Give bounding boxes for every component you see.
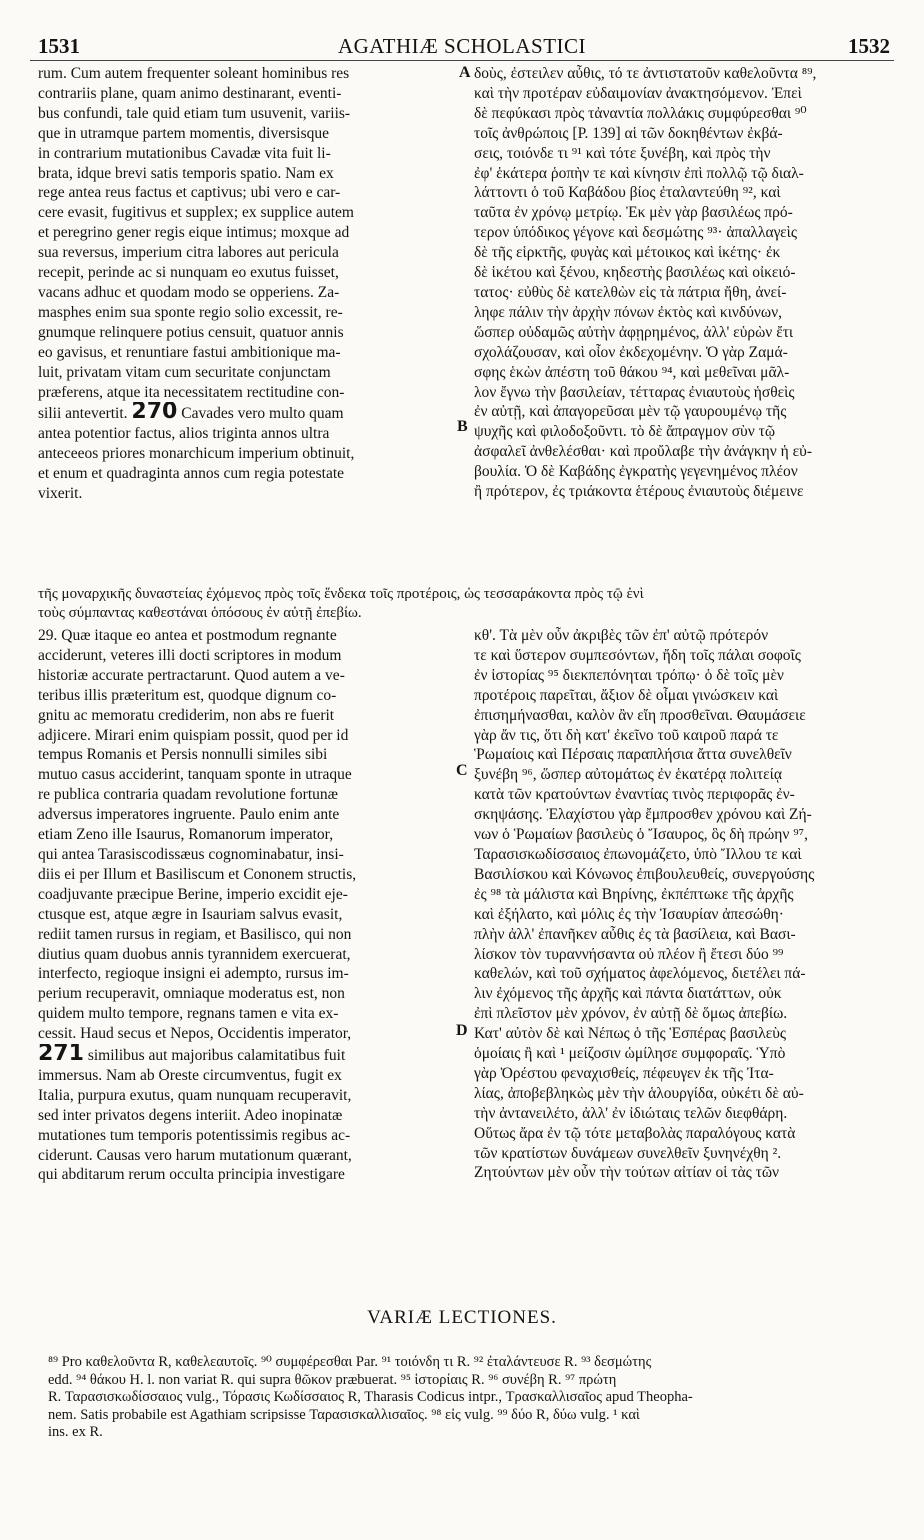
greek-line: Ταρασισκωδίσσαιος ἐπωνομάζετο, ὑπὸ Ἴλλου τε καὶ bbox=[474, 845, 802, 863]
greek-line: κθ'. Τὰ μὲν οὖν ἀκριβὲς τῶν ἐπ' αὐτῷ πρότερόν bbox=[474, 627, 769, 644]
greek-line: Ζητούντων μὲν οὖν τὴν τούτων αἰτίαν οἱ τὰς τῶν bbox=[474, 1164, 780, 1182]
latin-line: brata, idque brevi satis temporis spatio. Nam ex bbox=[38, 164, 334, 182]
latin-line: et peregrino gener regis eique intimus; moxque ad bbox=[38, 224, 350, 242]
greek-line: βουλία. Ὁ δὲ Καβάδης ἐγκρατὴς γεγενημένος πλέον bbox=[474, 463, 798, 481]
greek-line: ἐς ⁹⁸ τὰ μάλιστα καὶ Βηρίνης, ἐκπέπτωκε τῆς ἀρχῆς bbox=[474, 885, 794, 903]
latin-line: interfecto, regioque insigni ei adempto, rursus im- bbox=[38, 965, 349, 983]
greek-line: τὴν ἀντανειλέτο, ἀλλ' ἐν ἰδιώταις τελῶν διεφθάρη. bbox=[474, 1104, 788, 1122]
latin-line: masphes enim sua sponte regio solio excessit, re- bbox=[38, 303, 343, 321]
greek-line: Βασιλίσκου καὶ Κόνωνος ἐπιβουλευθείς, συνεργούσης bbox=[474, 865, 815, 883]
latin-line: in contrarium mutationibus Cavadæ vita fuit li- bbox=[38, 144, 331, 162]
latin-line: teribus illis præteritum est, quodque dignum co- bbox=[38, 686, 337, 704]
page-header bbox=[30, 34, 894, 61]
latin-line: acciderunt, veteres illi docti scriptores in modum bbox=[38, 646, 342, 664]
latin-line: sed inter privatos degens interiit. Adeo inopinatæ bbox=[38, 1106, 343, 1124]
latin-line: et enum et quadraginta annos cum regia potestate bbox=[38, 465, 345, 483]
greek-line: Ῥωμαίοις καὶ Πέρσαις παραπλήσια ἄττα συνελθεῖν bbox=[474, 746, 792, 764]
greek-line: ταῦτα ἐν χρόνῳ μετρίῳ. Ἐκ μὲν γὰρ βασιλέως πρό- bbox=[474, 204, 793, 222]
greek-column-bottom bbox=[474, 626, 914, 1183]
latin-line: Italia, purpura exutus, quam nunquam recuperavit, bbox=[38, 1086, 352, 1104]
greek-line: Οὕτως ἄρα ἐν τῷ τότε μεταβολὰς παραλόγους κατὰ bbox=[474, 1124, 796, 1142]
latin-line: etiam Zeno ille Isaurus, Romanorum imperator, bbox=[38, 826, 334, 844]
latin-line bbox=[38, 402, 458, 424]
latin-line: vacans adhuc et quodam modo se opperiens. Za- bbox=[38, 283, 340, 301]
greek-line: ξυνέβη ⁹⁶, ὥσπερ αὐτομάτως ἐν ἑκατέρᾳ πολιτείᾳ bbox=[474, 766, 782, 784]
variae-lectiones-heading: VARIÆ LECTIONES. bbox=[367, 1307, 557, 1328]
latin-column-top bbox=[38, 64, 458, 504]
latin-column-bottom bbox=[38, 626, 458, 1185]
greek-line: δὲ ἱκέτου καὶ ξένου, κηδεστὴς βασιλέως καὶ οἰκειό- bbox=[474, 264, 796, 282]
greek-line: ἐφ' ἑκάτερα ῥοπὴν τε καὶ κίνησιν ἐπὶ πολλῷ τῷ διαλ- bbox=[474, 164, 804, 182]
greek-line: λίας, ἀποβεβληκὼς μὲν τὴν ἁλουργίδα, οὐκέτι δὲ αὐ- bbox=[474, 1084, 804, 1102]
greek-line: τε καὶ ὕστερον συμπεσόντων, ἤδη τοῖς πάλαι σοφοῖς bbox=[474, 646, 801, 664]
latin-line: ciderunt. Causas vero harum mutationum quærant, bbox=[38, 1146, 352, 1164]
greek-line: λον ἔγνω τὴν βασιλείαν, τέτταρας ἐνιαυτοὺς ἡσθεὶς bbox=[474, 383, 795, 401]
greek-line: ἐν αὐτῇ, καὶ ἀπαγορεῦσαι μὲν τῷ γαυρουμένῳ τῆς bbox=[474, 403, 787, 421]
latin-line: rum. Cum autem frequenter soleant hominibus res bbox=[38, 65, 350, 82]
greek-line: τερον ὑπόδικος γέγονε καὶ δεσμώτης ⁹³· ἀπαλλαγεὶς bbox=[474, 224, 797, 242]
latin-line: qui abditarum rerum occulta principia investigare bbox=[38, 1166, 345, 1184]
greek-line: δὲ τῆς εἱρκτῆς, φυγὰς καὶ μέτοικος καὶ ἱκέτης· ἐκ bbox=[474, 244, 781, 262]
latin-line: que in utramque partem momentis, diversisque bbox=[38, 124, 329, 142]
latin-line: luit, privatam vitam cum securitate conjunctam bbox=[38, 363, 331, 381]
greek-line: σεις, τοιόνδε τι ⁹¹ καὶ τότε ξυνέβη, καὶ πρὸς τὴν bbox=[474, 144, 771, 162]
variae-lectiones-notes bbox=[48, 1354, 908, 1442]
greek-line: τῶν κρατίστων δυνάμεων συνελθεῖν ξυνηνέχθη ². bbox=[474, 1144, 782, 1162]
latin-line bbox=[38, 1044, 458, 1066]
latin-line: contrariis plane, quam animo destinarant, eventi- bbox=[38, 84, 342, 102]
latin-line: rege antea reus factus et captivus; ubi vero e car- bbox=[38, 184, 341, 202]
latin-line: antea potentior factus, alios triginta annos ultra bbox=[38, 425, 330, 443]
greek-line: ἐπισημήνασθαι, καλὸν ἂν εἴη προσθεῖναι. Θαυμάσειε bbox=[474, 706, 806, 724]
latin-line: præferens, atque ita necessitatem rectitudine con- bbox=[38, 383, 345, 401]
greek-line: καὶ τὴν προτέραν εὐδαιμονίαν ἀνακτησόμενον. Ἐπεὶ bbox=[474, 84, 802, 102]
latin-line: cere evasit, fugitivus et supplex; ex supplice autem bbox=[38, 204, 354, 222]
latin-line: bus confundi, tale quid etiam tum usuvenit, variis- bbox=[38, 104, 351, 122]
latin-line: eo gavisus, et renuntiare fastui ambitionique ma- bbox=[38, 343, 341, 361]
greek-line: γὰρ ἄν τις, ὅτι δὴ κατ' ἐκεῖνο τοῦ καιροῦ παρά τε bbox=[474, 726, 779, 744]
note-line: ⁸⁹ Pro καθελοῦντα R, καθελεαυτοῖς. ⁹⁰ συμφέρεσθαι Par. ⁹¹ τοιόνδη τι R. ⁹² ἐταλάντευσε R. ⁹³ δεσμώτης bbox=[48, 1354, 652, 1370]
greek-line: γὰρ Ὀρέστου φεναχισθείς, πέφευγεν ἐκ τῆς Ἰτα- bbox=[474, 1064, 774, 1082]
latin-line-text: Cavades vero multo quam bbox=[181, 405, 344, 423]
latin-line: tempus Romanis et Persis nonnulli similes sibi bbox=[38, 746, 328, 764]
latin-line: historiæ accurate pertractarunt. Quod autem a ve- bbox=[38, 666, 345, 684]
latin-line: anteceeos priores monarchicum imperium obtinuit, bbox=[38, 445, 355, 463]
margin-marker-c: C bbox=[456, 762, 468, 779]
margin-marker-d: D bbox=[456, 1022, 468, 1039]
latin-line-text: silii antevertit. bbox=[38, 405, 128, 423]
greek-line: προτέροις παρεῖται, ἄξιον δὲ οἶμαι γινώσκειν καὶ bbox=[474, 686, 779, 704]
latin-line: immersus. Nam ab Oreste circumventus, fugit ex bbox=[38, 1066, 342, 1084]
greek-line: πλὴν ἀλλ' ἐπανῆκεν αὖθις ἐς τὰ βασίλεια, καὶ Βασι- bbox=[474, 925, 796, 943]
section-number-270: 270 bbox=[131, 402, 178, 425]
greek-line: καθελών, καὶ τοῦ σχήματος ἀφελόμενος, διετέλει πά- bbox=[474, 965, 806, 983]
greek-line: ληφε πάλιν τὴν ἀρχὴν πόνων ἐκτὸς καὶ κινδύνων, bbox=[474, 303, 782, 321]
greek-line: νων ὁ Ῥωμαίων βασιλεὺς ὁ Ἴσαυρος, ὃς δὴ πρώην ⁹⁷, bbox=[474, 826, 808, 844]
latin-line: cessit. Haud secus et Nepos, Occidentis imperator, bbox=[38, 1025, 352, 1043]
greek-line: καὶ ἐξήλατο, καὶ μόλις ἐς τὴν Ἰσαυρίαν ἀπεσώθη· bbox=[474, 905, 784, 923]
latin-line: 29. Quæ itaque eo antea et postmodum regnante bbox=[38, 627, 337, 644]
note-line: nem. Satis probabile est Agathiam scripsisse Ταρασισκαλλισαῖος. ⁹⁸ εἰς vulg. ⁹⁹ δύο R, δύω vulg. ¹ καὶ bbox=[48, 1406, 640, 1423]
greek-line: λάττοντι ὁ τοῦ Καβάδου βίος ἐταλαντεύθη ⁹², καὶ bbox=[474, 184, 781, 202]
greek-line: ἐν ἱστορίας ⁹⁵ διεκπεπόνηται τρόπῳ· ὁ δὲ τοῖς μὲν bbox=[474, 666, 784, 684]
greek-line: ἐπὶ πλεῖστον μὲν χρόνον, ἐν αὐτῇ δὲ ὅμως ἀπεβίω. bbox=[474, 1005, 788, 1023]
left-page-number: 1531 bbox=[38, 34, 80, 58]
section-number-271: 271 bbox=[38, 1044, 84, 1066]
latin-line: diutius quam duobus annis tyrannidem exercuerat, bbox=[38, 945, 351, 963]
greek-line: σφης ἑκὼν ἀπέστη τοῦ θάκου ⁹⁴, καὶ μεθεῖναι μᾶλ- bbox=[474, 363, 790, 381]
latin-line: gnitu ac memoratu crediderim, non abs re fuerit bbox=[38, 706, 335, 724]
greek-line: κατὰ τῶν κρατούντων ἐναντίας τινὸς περιφορᾶς ἐν- bbox=[474, 786, 795, 804]
greek-line: λίσκον τὸν τυραννήσαντα οὐ πλέον ἢ ἔτεσι δύο ⁹⁹ bbox=[474, 945, 784, 963]
latin-line: coadjuvante præcipue Berine, imperio excidit eje- bbox=[38, 885, 348, 903]
greek-line: ὥσπερ οὐδαμῶς αὐτὴν ἀφῃρημένος, ἀλλ' εὑρὼν ἔτι bbox=[474, 323, 794, 341]
right-page-number: 1532 bbox=[848, 34, 890, 58]
latin-line: re publica contraria quadam revolutione fortunæ bbox=[38, 786, 338, 804]
greek-line: τῆς μοναρχικῆς δυναστείας ἐχόμενος πρὸς τοῖς ἕνδεκα τοῖς προτέροις, ὡς τεσσαράκοντα πρὸς τῷ ἑνὶ bbox=[38, 586, 644, 602]
margin-marker-b: B bbox=[457, 418, 468, 435]
latin-line: recepit, perinde ac si nunquam eo exutus fuisset, bbox=[38, 264, 339, 282]
greek-line: τοὺς σύμπαντας καθεστάναι ὁπόσους ἐν αὐτῇ ἐπεβίω. bbox=[38, 604, 362, 621]
margin-marker-a: A bbox=[459, 64, 471, 81]
greek-line: Κατ' αὐτὸν δὲ καὶ Νέπως ὁ τῆς Ἑσπέρας βασιλεὺς bbox=[474, 1025, 787, 1043]
latin-line: adjicere. Mirari enim quispiam possit, quod per id bbox=[38, 726, 349, 744]
greek-line: ἀσφαλεῖ ἀνθελέσθαι· καὶ προὔλαβε τὴν ἀνάγκην ἡ εὐ- bbox=[474, 443, 812, 461]
latin-line: mutuo casus acciderint, tanquam sponte in utraque bbox=[38, 766, 352, 784]
greek-line: σκηψάσης. Ἐλαχίστου γὰρ ἔμπροσθεν χρόνου καὶ Ζή- bbox=[474, 806, 812, 824]
greek-line: δὲ πεφύκασι πρὸς τἀναντία πολλάκις συμφύρεσθαι ⁹⁰ bbox=[474, 104, 807, 122]
note-line: R. Ταρασισκωδίσσαιος vulg., Τόρασις Κωδίσσαιος R, Tharasis Codicus intpr., Τρασκαλλισαῖος apud Theopha- bbox=[48, 1389, 693, 1405]
greek-line: τοῖς ἀνθρώποις [P. 139] αἱ τῶν δοκηθέντων ἐκβά- bbox=[474, 124, 783, 142]
latin-line: vixerit. bbox=[38, 485, 83, 503]
greek-line: σχολάζουσαν, καὶ οἷον ἐκδεχομένην. Ὁ γὰρ Ζαμά- bbox=[474, 343, 788, 361]
greek-line: λιν ἐχόμενος τῆς ἀρχῆς καὶ πάντα διατάττων, οὐκ bbox=[474, 985, 782, 1003]
latin-line: quidem multo tempore, regnans tamen e vita ex- bbox=[38, 1005, 339, 1023]
latin-line: sua reversus, imperium citra labores aut pericula bbox=[38, 244, 339, 262]
greek-full-width-lines bbox=[38, 585, 918, 622]
note-line: edd. ⁹⁴ θάκου H. l. non variat R. qui supra θῶκον præbuerat. ⁹⁵ ἱστορίαις R. ⁹⁶ συνέβη R. ⁹⁷ πρώτη bbox=[48, 1371, 617, 1388]
latin-line: perium recuperavit, omniaque moderatus est, non bbox=[38, 985, 345, 1003]
latin-line: diis ei per Illum et Basiliscum et Cononem structis, bbox=[38, 865, 357, 883]
greek-line: ἢ πρότερον, ἐς τριάκοντα ἑτέρους ἐνιαυτοὺς διέμεινε bbox=[474, 483, 804, 501]
greek-line: δοὺς, ἐστειλεν αὖθις, τό τε ἀντιστατοῦν καθελοῦντα ⁸⁹, bbox=[474, 65, 817, 82]
running-title: AGATHIÆ SCHOLASTICI bbox=[337, 34, 587, 58]
latin-line-text: similibus aut majoribus calamitatibus fuit bbox=[87, 1047, 346, 1065]
latin-line: adversus imperatores ingruente. Paulo enim ante bbox=[38, 806, 340, 824]
latin-line: mutationes tum temporis potentissimis regibus ac- bbox=[38, 1126, 351, 1144]
greek-column-top bbox=[474, 64, 914, 502]
latin-line: ctusque est, atque ægre in Isauriam salvus evasit, bbox=[38, 905, 343, 923]
note-line: ins. ex R. bbox=[48, 1424, 103, 1440]
latin-line: gnumque relinquere potius censuit, quatuor annis bbox=[38, 323, 344, 341]
greek-line: ὁμοίαις ἢ καὶ ¹ μείζοσιν ὡμίλησε συμφοραῖς. Ὑπὸ bbox=[474, 1045, 786, 1063]
greek-line: ψυχῆς καὶ φιλοδοξοῦντι. τὸ δὲ ἄπραγμον σὺν τῷ bbox=[474, 423, 776, 441]
latin-line: qui antea Tarasiscodissæus cognominabatur, insi- bbox=[38, 845, 344, 863]
greek-line: τατος· εὐθὺς δὲ κατελθὼν εἰς τὰ πάτρια ἤθη, ἀνεί- bbox=[474, 283, 787, 301]
latin-line: rediit tamen rursus in regiam, et Basilisco, qui non bbox=[38, 925, 352, 943]
